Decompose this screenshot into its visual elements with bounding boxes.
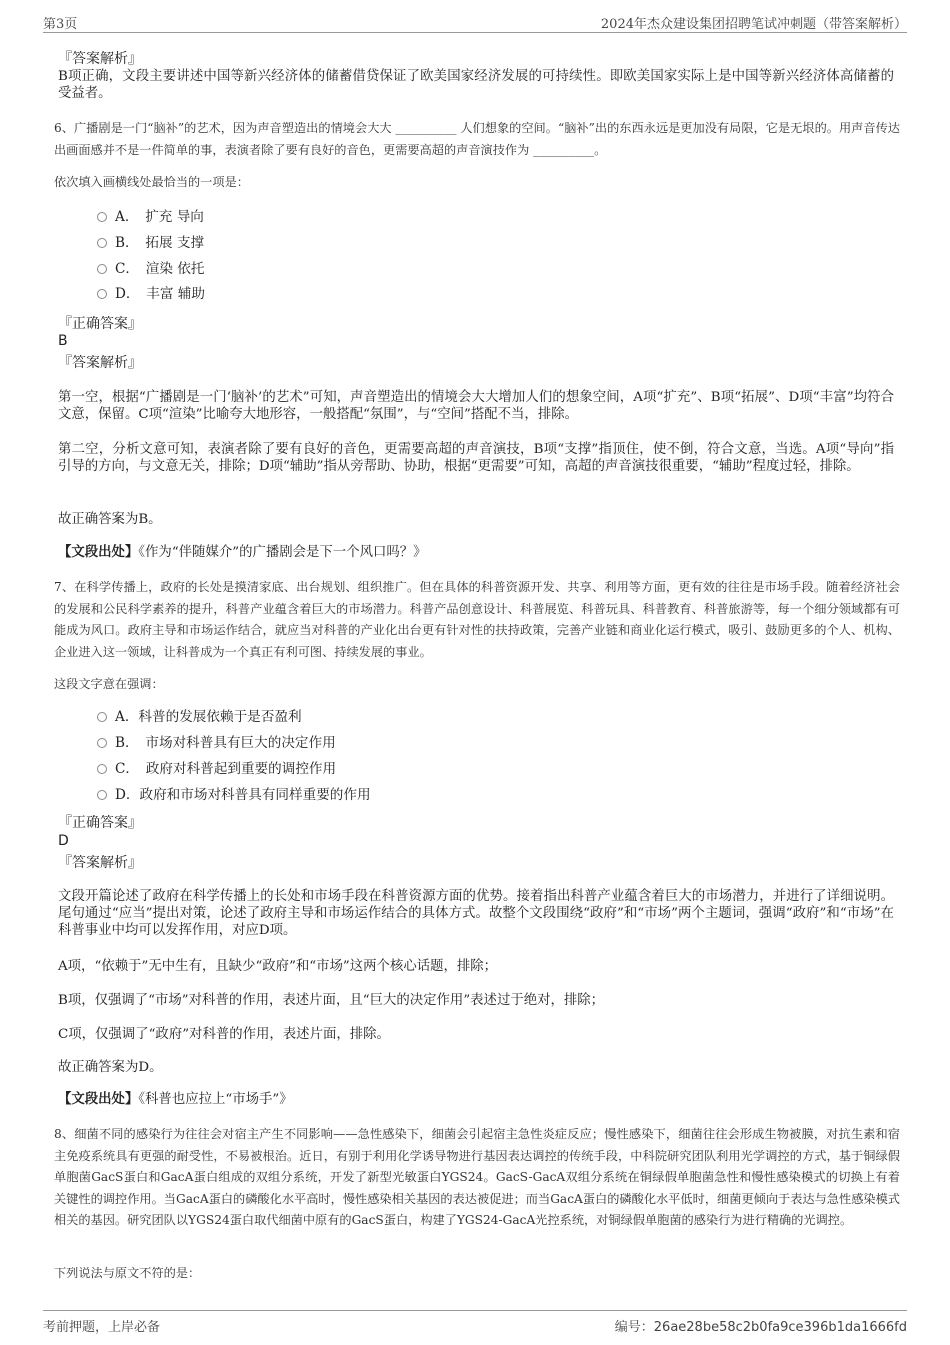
answer-analysis-text: B项正确，文段主要讲述中国等新兴经济体的储蓄借贷保证了欧美国家经济发展的可持续性。即欧美国家实际上是中国等新兴经济体高储蓄的受益者。 bbox=[58, 69, 894, 101]
question-6-prompt: 依次填入画横线处最恰当的一项是： bbox=[54, 175, 249, 189]
q6-correct-answer: B bbox=[58, 333, 68, 349]
document-code: 编号：26ae28be58c2b0fa9ce396b1da1666fd bbox=[614, 1320, 907, 1335]
q6-option-c[interactable]: C． 渲染 依托 bbox=[97, 260, 204, 278]
radio-icon[interactable] bbox=[97, 738, 107, 748]
q6-option-a[interactable]: A． 扩充 导向 bbox=[97, 208, 204, 226]
q7-correct-label: 『正确答案』 bbox=[58, 815, 142, 831]
document-title: 2024年杰众建设集团招聘笔试冲刺题（带答案解析） bbox=[600, 17, 907, 32]
q6-analysis-paragraph: 第二空，分析文意可知，表演者除了要有良好的音色，更需要高超的声音演技，B项“支撑”指顶住，使不倒，符合文意，当选。A项“导向”指引导的方向，与文意无关，排除；D项“辅助”指从旁帮助、协助，根据“更需要”可知，高超的声音演技很重要，“辅助”程度过轻，排除。 bbox=[58, 442, 894, 474]
q7-correct-answer: D bbox=[58, 833, 69, 849]
radio-icon[interactable] bbox=[97, 264, 107, 274]
page-number: 第3页 bbox=[43, 17, 78, 32]
q7-analysis-label: 『答案解析』 bbox=[58, 855, 142, 871]
answer-analysis-label: 『答案解析』 bbox=[58, 51, 142, 67]
q7-option-c[interactable]: C． 政府对科普起到重要的调控作用 bbox=[97, 760, 336, 778]
question-8-text: 8、细菌不同的感染行为往往会对宿主产生不同影响——急性感染下，细菌会引起宿主急性炎症反应；慢性感染下，细菌往往会形成生物被膜，对抗生素和宿主免疫系统具有更强的耐受性，不易被根治。近日，有别于利用化学诱导物进行基因表达调控的传统手段，中科院研究团队利用光学调控的方式，基于铜绿假单胞菌GacS蛋白和GacA蛋白组成的双组分系统，开发了新型光敏蛋白YGS24。GacS-GacA双组分系统在铜绿假单胞菌急性和慢性感染模式的切换上有着关键性的调控作用。当GacA蛋白的磷酸化水平高时，慢性感染相关基因的表达被促进；而当GacA蛋白的磷酸化水平低时，细菌更倾向于表达与急性感染模式相关的基因。研究团队以YGS24蛋白取代细菌中原有的GacS蛋白，构建了YGS24-GacA光控系统，对铜绿假单胞菌的感染行为进行精确的光调控。 bbox=[54, 1127, 900, 1227]
q6-source: 【文段出处】《作为“伴随媒介”的广播剧会是下一个风口吗？》 bbox=[58, 544, 427, 560]
q6-option-b[interactable]: B． 拓展 支撑 bbox=[97, 234, 204, 252]
q6-analysis-conclusion: 故正确答案为B。 bbox=[58, 512, 162, 527]
footer-slogan: 考前押题，上岸必备 bbox=[43, 1320, 161, 1335]
radio-icon[interactable] bbox=[97, 764, 107, 774]
q6-analysis-label: 『答案解析』 bbox=[58, 355, 142, 371]
q7-source: 【文段出处】《科普也应拉上“市场手”》 bbox=[58, 1091, 293, 1107]
question-7-text: 7、在科学传播上，政府的长处是摸清家底、出台规划、组织推广。但在具体的科普资源开发、共享、利用等方面，更有效的往往是市场手段。随着经济社会的发展和公民科学素养的提升，科普产业蕴含着巨大的市场潜力。科普产品创意设计、科普展览、科普玩具、科普教育、科普旅游等，每一个细分领域都有可能成为风口。政府主导和市场运作结合，就应当对科普的产业化出台更有针对性的扶持政策，完善产业链和商业化运行模式，吸引、鼓励更多的个人、机构、企业进入这一领域，让科普成为一个真正有利可图、持续发展的事业。 bbox=[54, 580, 900, 659]
q6-correct-label: 『正确答案』 bbox=[58, 316, 142, 332]
q7-analysis-conclusion: 故正确答案为D。 bbox=[58, 1060, 163, 1075]
question-6-text: 6、广播剧是一门“脑补”的艺术，因为声音塑造出的情境会大大 __________ 人们想象的空间。“脑补”出的东西永远是更加没有局限，它是无垠的。用声音传达出画面感并不是一件简单的事，表演者除了要有良好的音色，更需要高超的声音演技作为 __________。 bbox=[54, 121, 900, 157]
q7-option-a[interactable]: A．科普的发展依赖于是否盈利 bbox=[97, 708, 302, 726]
radio-icon[interactable] bbox=[97, 238, 107, 248]
page-footer bbox=[43, 1310, 907, 1335]
q7-analysis-paragraph: 文段开篇论述了政府在科学传播上的长处和市场手段在科普资源方面的优势。接着指出科普产业蕴含着巨大的市场潜力，并进行了详细说明。尾句通过“应当”提出对策，论述了政府主导和市场运作结合的具体方式。故整个文段围绕“政府”和“市场”两个主题词，强调“政府”和“市场”在科普事业中均可以发挥作用，对应D项。 bbox=[58, 889, 894, 938]
radio-icon[interactable] bbox=[97, 790, 107, 800]
radio-icon[interactable] bbox=[97, 289, 107, 299]
radio-icon[interactable] bbox=[97, 212, 107, 222]
q7-option-b[interactable]: B． 市场对科普具有巨大的决定作用 bbox=[97, 734, 336, 752]
page-header bbox=[43, 10, 907, 33]
q6-option-d[interactable]: D． 丰富 辅助 bbox=[97, 285, 205, 303]
q7-option-d[interactable]: D．政府和市场对科普具有同样重要的作用 bbox=[97, 786, 371, 804]
q7-analysis-item: B项，仅强调了“市场”对科普的作用，表述片面，且“巨大的决定作用”表述过于绝对，排除； bbox=[58, 993, 605, 1008]
question-7-prompt: 这段文字意在强调： bbox=[54, 677, 164, 691]
q7-analysis-item: A项，“依赖于”无中生有，且缺少“政府”和“市场”这两个核心话题，排除； bbox=[58, 959, 498, 974]
q6-analysis-paragraph: 第一空，根据“广播剧是一门‘脑补’的艺术”可知，声音塑造出的情境会大大增加人们的想象空间，A项“扩充”、B项“拓展”、D项“丰富”均符合文意，保留。C项“渲染”比喻夸大地形容，一般搭配“氛围”，与“空间”搭配不当，排除。 bbox=[58, 390, 894, 422]
question-8-prompt: 下列说法与原文不符的是： bbox=[54, 1266, 201, 1280]
radio-icon[interactable] bbox=[97, 712, 107, 722]
q7-analysis-item: C项，仅强调了“政府”对科普的作用，表述片面，排除。 bbox=[58, 1027, 390, 1042]
